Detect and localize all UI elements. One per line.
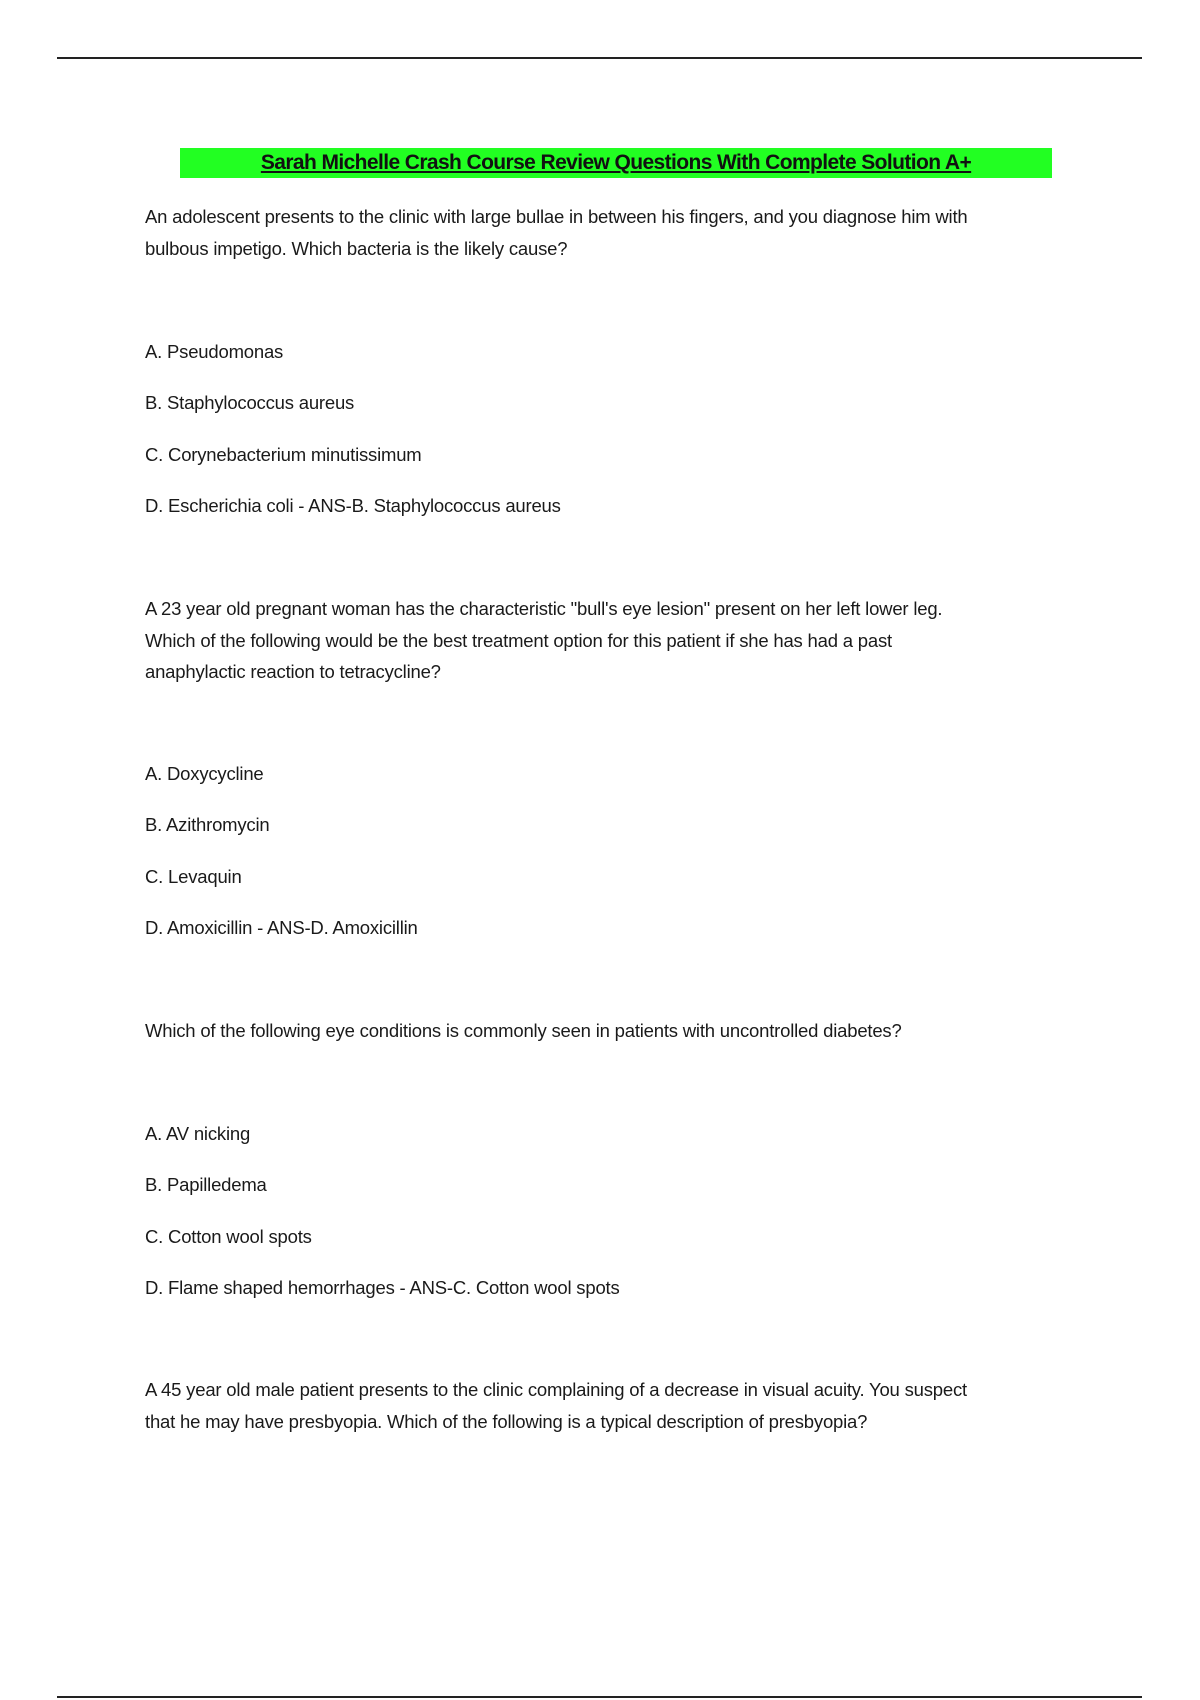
question-4-text: A 45 year old male patient presents to the clinic complaining of a decrease in visual acuity. You suspect	[145, 1379, 967, 1400]
question-2-text: Which of the following would be the best treatment option for this patient if she has had a past	[145, 630, 892, 651]
question-1-option-a: A. Pseudomonas	[145, 341, 284, 362]
question-3-option-d-answer: D. Flame shaped hemorrhages - ANS-C. Cotton wool spots	[145, 1277, 620, 1298]
question-3-option-a: A. AV nicking	[145, 1123, 251, 1144]
question-3-option-c: C. Cotton wool spots	[145, 1226, 312, 1247]
question-2-option-d-answer: D. Amoxicillin - ANS-D. Amoxicillin	[145, 917, 418, 938]
question-1-option-d-answer: D. Escherichia coli - ANS-B. Staphylococcus aureus	[145, 495, 561, 516]
question-1-text: An adolescent presents to the clinic with large bullae in between his fingers, and you diagnose him with	[145, 206, 968, 227]
question-2-text: anaphylactic reaction to tetracycline?	[145, 661, 441, 682]
question-1-text: bulbous impetigo. Which bacteria is the likely cause?	[145, 238, 568, 259]
question-3-text: Which of the following eye conditions is commonly seen in patients with uncontrolled diabetes?	[145, 1020, 902, 1041]
question-2-option-c: C. Levaquin	[145, 866, 242, 887]
question-3-option-b: B. Papilledema	[145, 1174, 267, 1195]
footer-rule	[57, 1696, 1142, 1698]
question-2-text: A 23 year old pregnant woman has the characteristic "bull's eye lesion" present on her left lower leg.	[145, 598, 943, 619]
question-1-option-c: C. Corynebacterium minutissimum	[145, 444, 422, 465]
question-1-option-b: B. Staphylococcus aureus	[145, 392, 355, 413]
document-title: Sarah Michelle Crash Course Review Questions With Complete Solution A+	[180, 148, 1052, 178]
question-2-option-a: A. Doxycycline	[145, 763, 264, 784]
question-4-text: that he may have presbyopia. Which of the following is a typical description of presbyopia?	[145, 1411, 868, 1432]
header-rule	[57, 57, 1142, 59]
question-2-option-b: B. Azithromycin	[145, 814, 270, 835]
